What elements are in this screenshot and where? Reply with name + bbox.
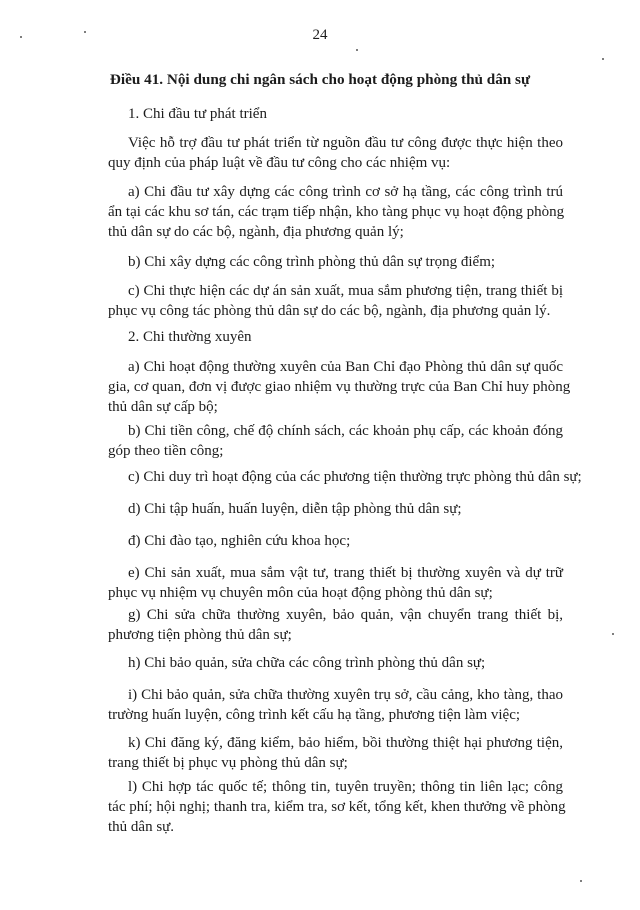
text-line: Việc hỗ trợ đầu tư phát triển từ nguồn đầu tư công được thực hiện theo	[128, 135, 563, 151]
list-item	[108, 653, 563, 673]
list-item	[108, 421, 563, 461]
text-line: c) Chi duy trì hoạt động của các phương tiện thường trực phòng thủ dân sự;	[128, 469, 582, 485]
text-line: h) Chi bảo quản, sửa chữa các công trình phòng thủ dân sự;	[128, 655, 486, 671]
list-item	[108, 281, 563, 321]
article-title: Điều 41. Nội dung chi ngân sách cho hoạt động phòng thủ dân sự	[109, 71, 531, 88]
list-item	[108, 182, 563, 242]
scan-speck	[20, 36, 22, 38]
list-item	[108, 499, 563, 519]
text-line: phục vụ công tác phòng thủ dân sự do các bộ, ngành, địa phương quản lý.	[108, 303, 551, 319]
list-item	[108, 777, 566, 837]
text-line: b) Chi xây dựng các công trình phòng thủ dân sự trọng điểm;	[128, 254, 496, 270]
text-line: góp theo tiền công;	[108, 443, 224, 459]
text-line: trường huấn luyện, công trình kết cấu hạ tầng, phương tiện làm việc;	[108, 707, 521, 723]
list-item	[108, 685, 563, 725]
text-line: d) Chi tập huấn, huấn luyện, diễn tập phòng thủ dân sự;	[128, 501, 462, 517]
scan-speck	[612, 633, 614, 635]
text-line: k) Chi đăng ký, đăng kiểm, bảo hiểm, bồi thường thiệt hại phương tiện,	[128, 735, 563, 751]
list-item	[108, 531, 563, 551]
section-1-heading: 1. Chi đầu tư phát triển	[128, 106, 267, 122]
scan-speck	[356, 49, 358, 51]
text-line: e) Chi sản xuất, mua sắm vật tư, trang thiết bị thường xuyên và dự trữ	[128, 565, 563, 581]
text-line: phục vụ nhiệm vụ chuyên môn của hoạt động phòng thủ dân sự;	[108, 585, 493, 601]
list-item	[108, 357, 571, 417]
text-line: gia, cơ quan, đơn vị được giao nhiệm vụ thường trực của Ban Chỉ huy phòng	[108, 379, 571, 395]
text-line: b) Chi tiền công, chế độ chính sách, các khoản phụ cấp, các khoản đóng	[128, 423, 563, 439]
text-line: i) Chi bảo quản, sửa chữa thường xuyên trụ sở, cầu cảng, kho tàng, thao	[128, 687, 563, 703]
text-line: g) Chi sửa chữa thường xuyên, bảo quản, vận chuyển trang thiết bị,	[128, 607, 563, 623]
section-2-heading: 2. Chi thường xuyên	[128, 329, 252, 345]
text-line: quy định của pháp luật về đầu tư công cho các nhiệm vụ:	[108, 155, 451, 171]
list-item	[108, 733, 563, 773]
text-line: trang thiết bị phục vụ phòng thủ dân sự;	[108, 755, 348, 771]
text-line: a) Chi hoạt động thường xuyên của Ban Chỉ đạo Phòng thủ dân sự quốc	[128, 359, 563, 375]
list-item	[108, 252, 563, 272]
text-line: thủ dân sự cấp bộ;	[108, 399, 218, 415]
text-line: tác phí; hội nghị; thanh tra, kiểm tra, sơ kết, tổng kết, khen thưởng về phòng	[108, 799, 566, 815]
list-item	[108, 563, 563, 603]
text-line: đ) Chi đào tạo, nghiên cứu khoa học;	[128, 533, 351, 549]
section-1-intro	[108, 133, 563, 173]
scan-speck	[602, 58, 604, 60]
text-line: c) Chi thực hiện các dự án sản xuất, mua sắm phương tiện, trang thiết bị	[128, 283, 563, 299]
scan-speck	[84, 31, 86, 33]
list-item	[108, 605, 563, 645]
text-line: ẩn tại các khu sơ tán, các trạm tiếp nhận, kho tàng phục vụ hoạt động phòng	[108, 204, 565, 220]
scan-speck	[580, 880, 582, 882]
list-item	[108, 467, 582, 487]
text-line: thủ dân sự do các bộ, ngành, địa phương quản lý;	[108, 224, 404, 240]
text-line: thủ dân sự.	[108, 819, 175, 835]
text-line: l) Chi hợp tác quốc tế; thông tin, tuyên truyền; thông tin liên lạc; công	[128, 779, 563, 795]
text-line: phương tiện phòng thủ dân sự;	[108, 627, 292, 643]
text-line: a) Chi đầu tư xây dựng các công trình cơ sở hạ tầng, các công trình trú	[128, 184, 563, 200]
page-number: 24	[312, 27, 328, 43]
